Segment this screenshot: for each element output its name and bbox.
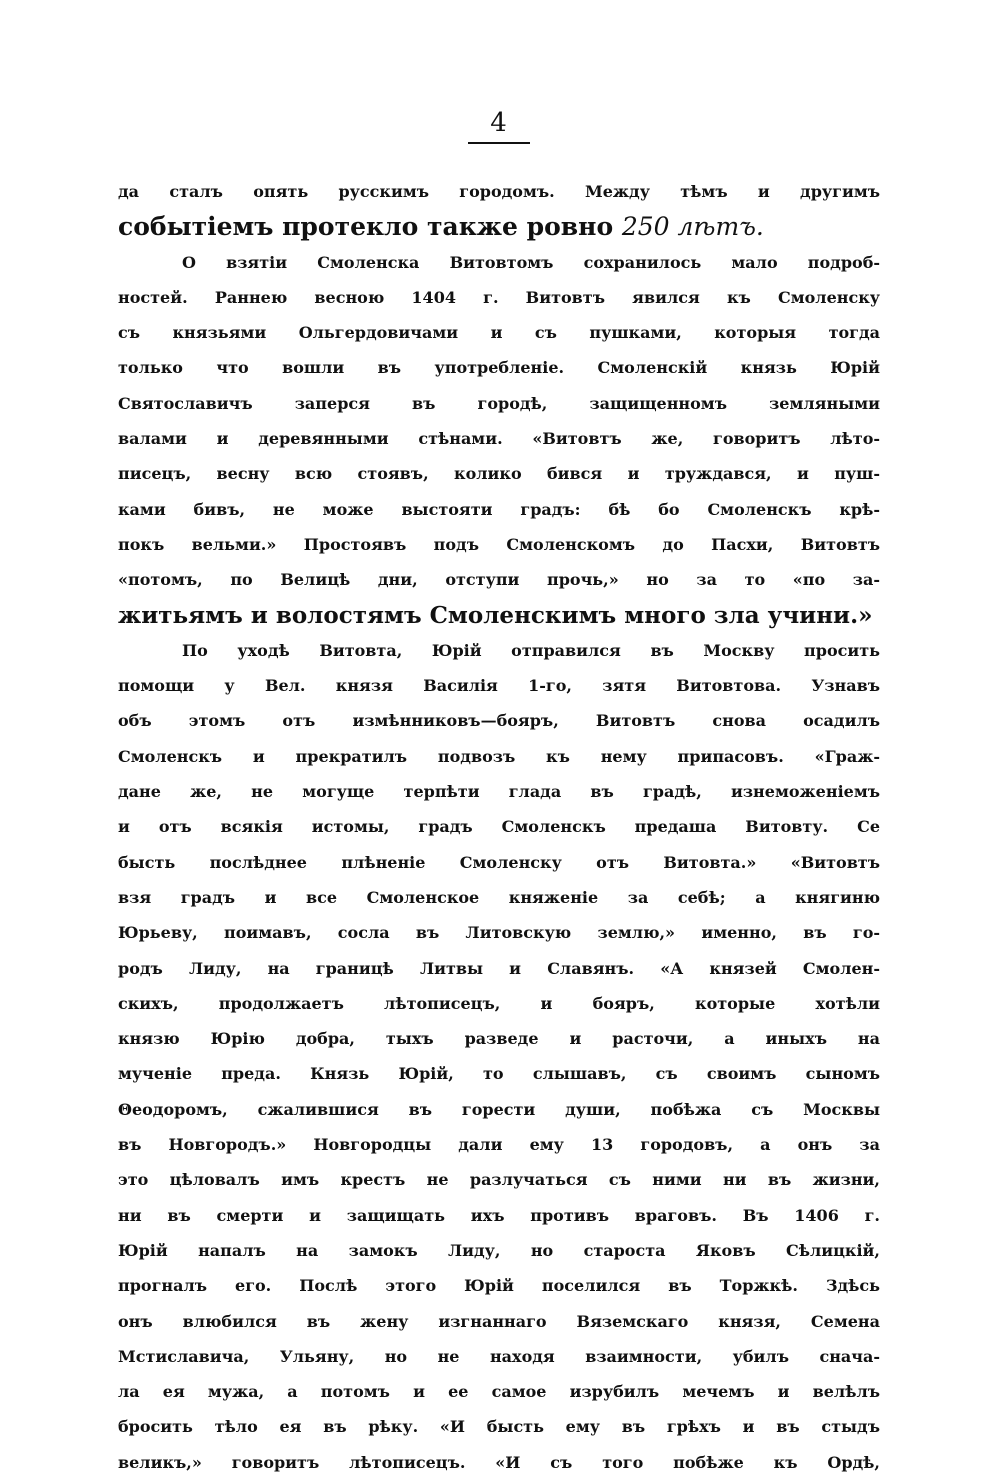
text-line-content: помощи у Вел. князя Василія 1-го, зятя Витовтова. Узнавъ — [118, 676, 880, 696]
text-line — [118, 562, 880, 597]
text-line-content: дане же, не могуще терпѣти глада въ градѣ, изнеможеніемъ — [118, 782, 880, 802]
text-line-content: бросить тѣло ея въ рѣку. «И бысть ему въ грѣхъ и въ стыдъ — [118, 1417, 880, 1437]
text-line — [118, 1127, 880, 1162]
text-line — [118, 1409, 880, 1444]
text-line — [118, 209, 880, 244]
text-line — [118, 1445, 880, 1480]
text-line-content: О взятіи Смоленска Витовтомъ сохранилось мало подроб- — [182, 252, 880, 272]
text-line — [118, 1268, 880, 1303]
text-line — [118, 174, 880, 209]
text-line — [118, 456, 880, 491]
text-line — [118, 668, 880, 703]
text-line — [118, 1233, 880, 1268]
text-line-content: объ этомъ отъ измѣнниковъ—бояръ, Витовтъ снова осадилъ — [118, 711, 880, 731]
body-text — [118, 174, 880, 1480]
text-line-content: ками бивъ, не може выстояти градъ: бѣ бо Смоленскъ крѣ- — [118, 499, 880, 519]
text-line-content: Святославичъ заперся въ городѣ, защищенномъ земляными — [118, 393, 880, 413]
text-line — [118, 1374, 880, 1409]
text-line — [118, 280, 880, 315]
text-line — [118, 1056, 880, 1091]
text-line-content: валами и деревянными стѣнами. «Витовтъ же, говоритъ лѣто- — [118, 429, 880, 449]
text-line-content: Смоленскъ и прекратилъ подвозъ къ нему припасовъ. «Граж- — [118, 746, 880, 766]
text-line-content: прогналъ его. Послѣ этого Юрій поселился въ Торжкѣ. Здѣсь — [118, 1276, 880, 1296]
text-line-content: писецъ, весну всю стоявъ, колико бився и труждався, и пуш- — [118, 464, 880, 484]
text-line — [118, 915, 880, 950]
text-line-content: покъ вельми.» Простоявъ подъ Смоленскомъ до Пасхи, Витовтъ — [118, 534, 880, 554]
text-line — [118, 350, 880, 385]
text-line-content: житьямъ и волостямъ Смоленскимъ много зла учини.» — [118, 601, 873, 629]
text-line-content: По уходѣ Витовта, Юрій отправился въ Москву просить — [182, 640, 880, 660]
text-line-content: ностей. Раннею весною 1404 г. Витовтъ явился къ Смоленску — [118, 287, 880, 307]
text-line-content: князю Юрію добра, тыхъ разведе и расточи, а иныхъ на — [118, 1029, 880, 1049]
text-line — [118, 1162, 880, 1197]
text-line-content: родъ Лиду, на границѣ Литвы и Славянъ. «А князей Смолен- — [118, 958, 880, 978]
text-line-content: «потомъ, по Велицѣ дни, отступи прочь,» но за то «по за- — [118, 570, 880, 590]
text-line — [118, 245, 880, 280]
text-line-content: мученіе преда. Князь Юрій, то слышавъ, съ своимъ сыномъ — [118, 1064, 880, 1084]
text-line — [118, 703, 880, 738]
text-line — [118, 1304, 880, 1339]
text-line — [118, 386, 880, 421]
text-line — [118, 951, 880, 986]
page-number-rule — [468, 142, 530, 144]
text-line-content: съ князьями Ольгердовичами и съ пушками, которыя тогда — [118, 323, 880, 343]
text-line — [118, 774, 880, 809]
text-line-content: Мстиславича, Ульяну, но не находя взаимности, убилъ снача- — [118, 1346, 880, 1366]
text-line-content: Юрій напалъ на замокъ Лиду, но староста Яковъ Сѣлицкій, — [118, 1240, 880, 1260]
text-line — [118, 809, 880, 844]
text-line — [118, 492, 880, 527]
text-line-content: скихъ, продолжаетъ лѣтописецъ, и бояръ, которые хотѣли — [118, 993, 880, 1013]
text-line-content: ни въ смерти и защищать ихъ противъ враговъ. Въ 1406 г. — [118, 1205, 880, 1225]
text-line — [118, 986, 880, 1021]
text-line — [118, 1339, 880, 1374]
text-line-content: событіемъ протекло также ровно — [118, 212, 622, 242]
text-line-content: только что вошли въ употребленіе. Смоленскій князь Юрій — [118, 358, 880, 378]
text-line-content: въ Новгородъ.» Новгородцы дали ему 13 городовъ, а онъ за — [118, 1135, 880, 1155]
page-number: 4 — [490, 108, 508, 138]
text-line — [118, 845, 880, 880]
text-line-italic: 250 лѣтъ. — [621, 212, 764, 242]
text-line — [118, 421, 880, 456]
text-line — [118, 1021, 880, 1056]
text-line — [118, 1092, 880, 1127]
text-line — [118, 598, 880, 633]
text-line-content: Юрьеву, поимавъ, сосла въ Литовскую землю,» именно, въ го- — [118, 923, 880, 943]
text-line-content: и отъ всякія истомы, градъ Смоленскъ предаша Витовту. Се — [118, 817, 880, 837]
text-line — [118, 527, 880, 562]
text-line-content: бысть послѣднее плѣненіе Смоленску отъ Витовта.» «Витовтъ — [118, 852, 880, 872]
text-line-content: Θеодоромъ, сжалившися въ горести души, побѣжа съ Москвы — [118, 1099, 880, 1119]
text-line — [118, 315, 880, 350]
text-line-content: онъ влюбился въ жену изгнаннаго Вяземскаго князя, Семена — [118, 1311, 880, 1331]
text-line — [118, 739, 880, 774]
text-line-content: да сталъ опять русскимъ городомъ. Между тѣмъ и другимъ — [118, 182, 880, 201]
text-line-content: взя градъ и все Смоленское княженіе за себѣ; а княгиню — [118, 887, 880, 907]
text-line — [118, 1198, 880, 1233]
text-line — [118, 880, 880, 915]
text-line-content: это цѣловалъ имъ крестъ не разлучаться съ ними ни въ жизни, — [118, 1170, 880, 1190]
text-line-content: ла ея мужа, а потомъ и ее самое изрубилъ мечемъ и велѣлъ — [118, 1382, 880, 1402]
text-line-content: великъ,» говоритъ лѣтописецъ. «И съ того побѣже къ Ордѣ, — [118, 1452, 880, 1472]
text-line — [118, 633, 880, 668]
